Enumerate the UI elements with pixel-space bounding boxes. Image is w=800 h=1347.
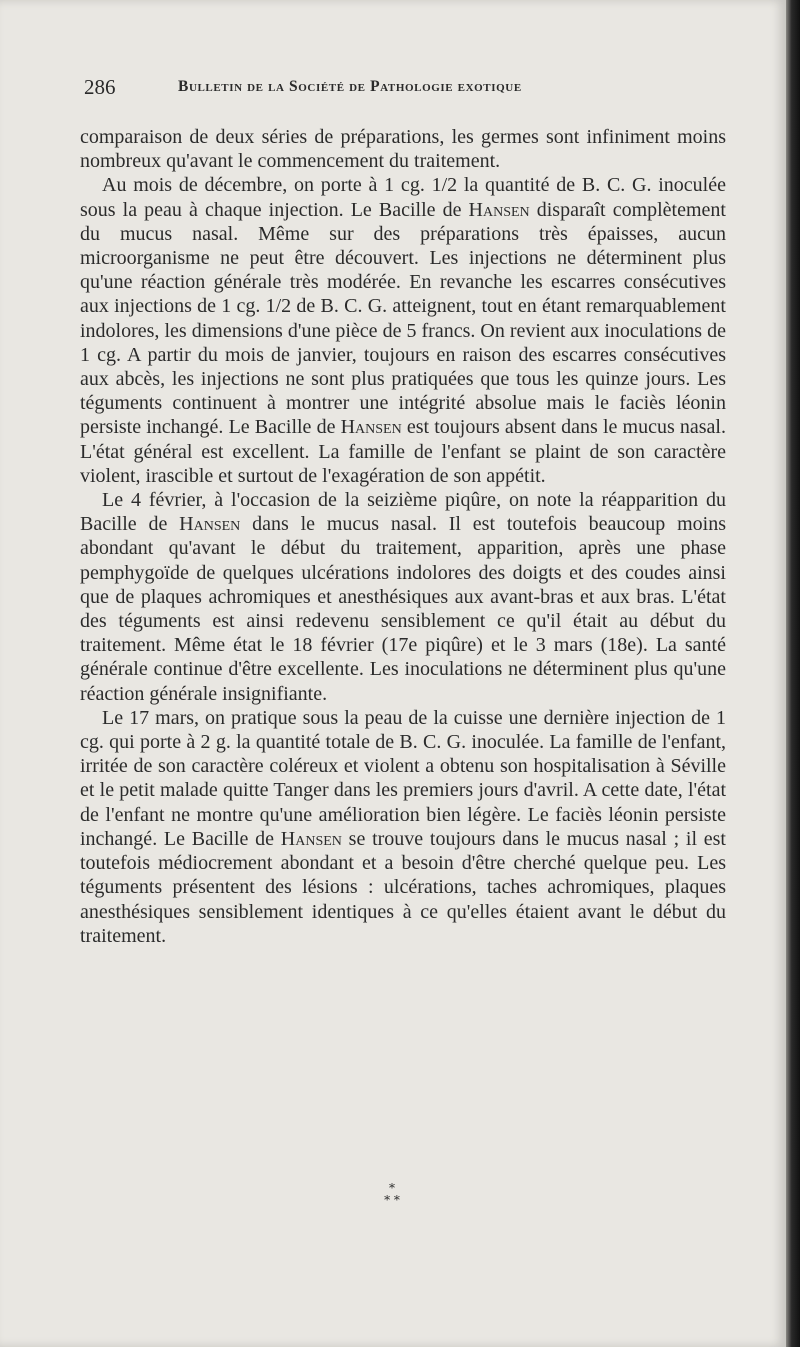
author-name-hansen: Hansen bbox=[340, 416, 402, 439]
paragraph-december bbox=[80, 173, 726, 488]
author-name-hansen: Hansen bbox=[179, 513, 241, 536]
paragraph-text: se trouve toujours dans le mucus nasal ; il est toutefois médiocrement abondant et a besoin d'être cherché quelque peu. Les téguments présentent des lésions : ulcérations, taches achromiques, plaques anesthésiques sensiblement identiques à ce qu'elles étaient avant le début du traitement. bbox=[80, 827, 726, 947]
paragraph-text: Le 17 mars, on pratique sous la peau de la cuisse une dernière injection de 1 cg. qui porte à 2 g. la quantité totale de B. C. G. inoculée. La famille de l'enfant, irritée de son caractère coléreux et violent a obtenu son hospitalisation à Séville et le petit malade quitte Tanger dans les premiers jours d'avril. A cette date, l'état de l'enfant ne montre qu'une amélioration bien légère. Le faciès léonin persiste inchangé. Le Bacille de bbox=[80, 706, 726, 850]
body-text bbox=[80, 125, 726, 948]
paragraph-text: Le 4 février, à l'occasion de la seizième piqûre, on note la réapparition du Bacille de bbox=[80, 489, 726, 536]
paragraph-text: comparaison de deux séries de préparations, les germes sont infiniment moins nombreux qu'avant le commencement du traitement. bbox=[80, 126, 726, 173]
author-name-hansen: Hansen bbox=[280, 827, 342, 850]
paragraph-text: dans le mucus nasal. Il est toutefois beaucoup moins abondant qu'avant le début du traitement, apparition, après une phase pemphygoïde de quelques ulcérations indolores des doigts et des coudes ainsi que de plaques achromiques et anesthésiques aux avant-bras et aux bras. L'état des téguments est ainsi redevenu sensiblement ce qu'il était au début du traitement. Même état le 18 février (17e piqûre) et le 3 mars (18e). La santé générale continue d'être excellente. Les inoculations ne déterminent plus qu'une réaction générale insignifiante. bbox=[80, 513, 726, 705]
paragraph-text: est toujours absent dans le mucus nasal. L'état général est excellent. La famille de l'enfant se plaint de son caractère violent, irascible et surtout de l'exagération de son appétit. bbox=[80, 416, 726, 487]
paragraph-text: disparaît complètement du mucus nasal. Même sur des préparations très épaisses, aucun microorganisme ne peut être découvert. Les injections ne déterminent plus qu'une réaction générale très modérée. En revanche les escarres consécutives aux injections de 1 cg. 1/2 de B. C. G. atteignent, tout en étant remarquablement indolores, les dimensions d'une pièce de 5 francs. On revient aux inoculations de 1 cg. A partir du mois de janvier, toujours en raison des escarres consécutives aux abcès, les injections ne sont plus pratiquées que tous les quinze jours. Les téguments continuent à montrer une intégrité absolue mais le faciès léonin persiste inchangé. Le Bacille de bbox=[80, 198, 726, 439]
paragraph-march bbox=[80, 706, 726, 948]
page-header bbox=[84, 75, 744, 105]
section-asterism bbox=[372, 1182, 412, 1206]
page-number: 286 bbox=[84, 75, 116, 99]
paragraph-february bbox=[80, 488, 726, 706]
asterism-bottom: * * bbox=[384, 1193, 400, 1207]
running-title: Bulletin de la Société de Pathologie exotique bbox=[178, 78, 522, 95]
paragraph-text: Au mois de décembre, on porte à 1 cg. 1/2 la quantité de B. C. G. inoculée sous la peau à chaque injection. Le Bacille de bbox=[80, 174, 726, 221]
asterism-top: * bbox=[389, 1181, 395, 1195]
author-name-hansen: Hansen bbox=[468, 198, 530, 221]
paragraph-continuation bbox=[80, 125, 726, 173]
page-edge-shadow bbox=[786, 0, 800, 1347]
